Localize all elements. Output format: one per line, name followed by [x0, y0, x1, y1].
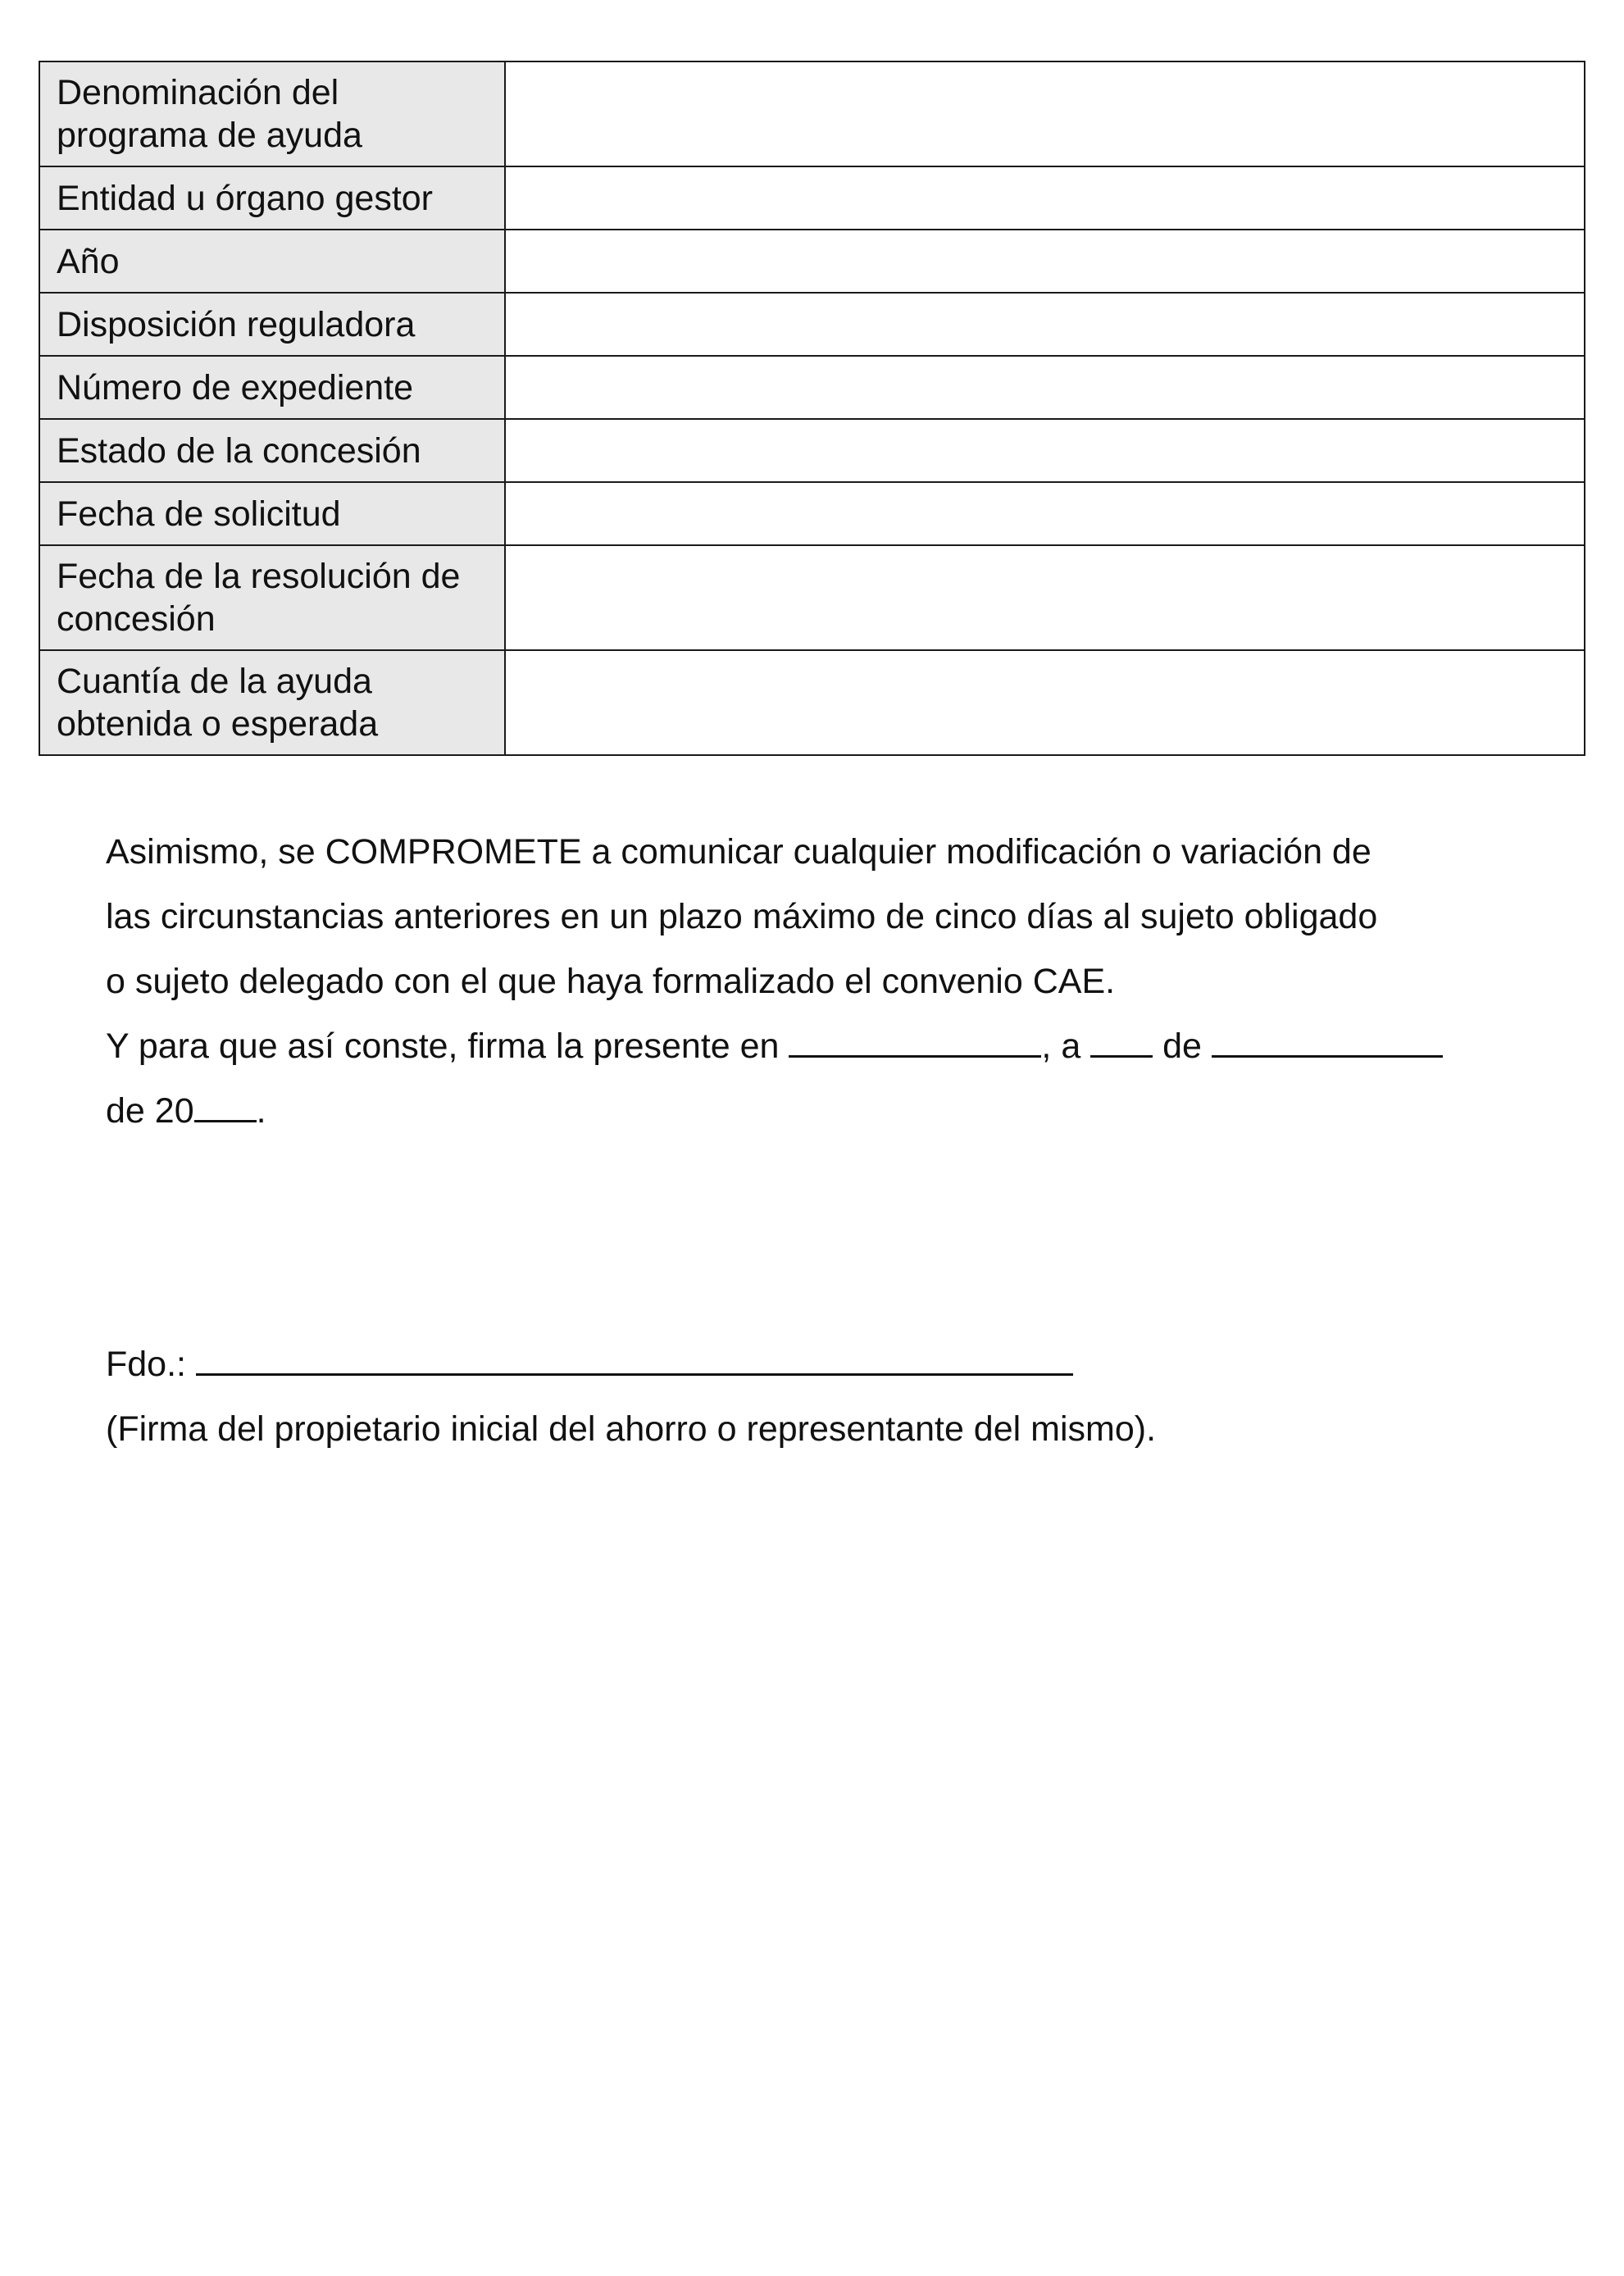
day-blank-field[interactable]: [1090, 1022, 1153, 1058]
commitment-line: las circunstancias anteriores en un plazo máximo de cinco días al sujeto obligado: [106, 897, 1378, 936]
row-label: Fecha de solicitud: [39, 482, 505, 545]
row-value-field[interactable]: [505, 419, 1585, 482]
commitment-line: Asimismo, se COMPROMETE a comunicar cualquier modificación o variación de: [106, 832, 1372, 872]
table-row: [39, 356, 1585, 419]
table-row: [39, 61, 1585, 166]
row-label: Fecha de la resolución de concesión: [39, 545, 505, 650]
commitment-text: [106, 820, 1549, 1144]
table-row: [39, 545, 1585, 650]
table-row: [39, 230, 1585, 293]
signature-blank-field[interactable]: [196, 1341, 1073, 1376]
row-label: Año: [39, 230, 505, 293]
row-value-field[interactable]: [505, 230, 1585, 293]
closing-separator: de: [1153, 1026, 1212, 1066]
table-row: [39, 293, 1585, 356]
aid-program-table: [39, 61, 1585, 756]
signature-caption: (Firma del propietario inicial del ahorro o representante del mismo).: [106, 1409, 1157, 1449]
year-prefix: de 20: [106, 1091, 194, 1131]
row-label: Estado de la concesión: [39, 419, 505, 482]
closing-end: .: [256, 1091, 266, 1131]
month-blank-field[interactable]: [1212, 1022, 1443, 1058]
year-blank-field[interactable]: [194, 1087, 257, 1122]
row-value-field[interactable]: [505, 482, 1585, 545]
table-row: [39, 482, 1585, 545]
row-label: Denominación del programa de ayuda: [39, 61, 505, 166]
row-label: Entidad u órgano gestor: [39, 166, 505, 230]
row-value-field[interactable]: [505, 545, 1585, 650]
closing-year-line: [106, 1079, 1549, 1144]
closing-line: [106, 1014, 1549, 1079]
signature-label: Fdo.:: [106, 1345, 196, 1384]
row-value-field[interactable]: [505, 166, 1585, 230]
row-value-field[interactable]: [505, 356, 1585, 419]
table-row: [39, 419, 1585, 482]
place-blank-field[interactable]: [789, 1022, 1041, 1058]
signature-block: [106, 1332, 1156, 1462]
row-label: Cuantía de la ayuda obtenida o esperada: [39, 650, 505, 755]
commitment-line: o sujeto delegado con el que haya formalizado el convenio CAE.: [106, 962, 1116, 1001]
row-label: Número de expediente: [39, 356, 505, 419]
closing-prefix: Y para que así conste, firma la presente en: [106, 1026, 789, 1066]
row-label: Disposición reguladora: [39, 293, 505, 356]
row-value-field[interactable]: [505, 293, 1585, 356]
table-row: [39, 650, 1585, 755]
row-value-field[interactable]: [505, 650, 1585, 755]
closing-separator: , a: [1041, 1026, 1091, 1066]
row-value-field[interactable]: [505, 61, 1585, 166]
signature-line: [106, 1332, 1156, 1397]
table-row: [39, 166, 1585, 230]
